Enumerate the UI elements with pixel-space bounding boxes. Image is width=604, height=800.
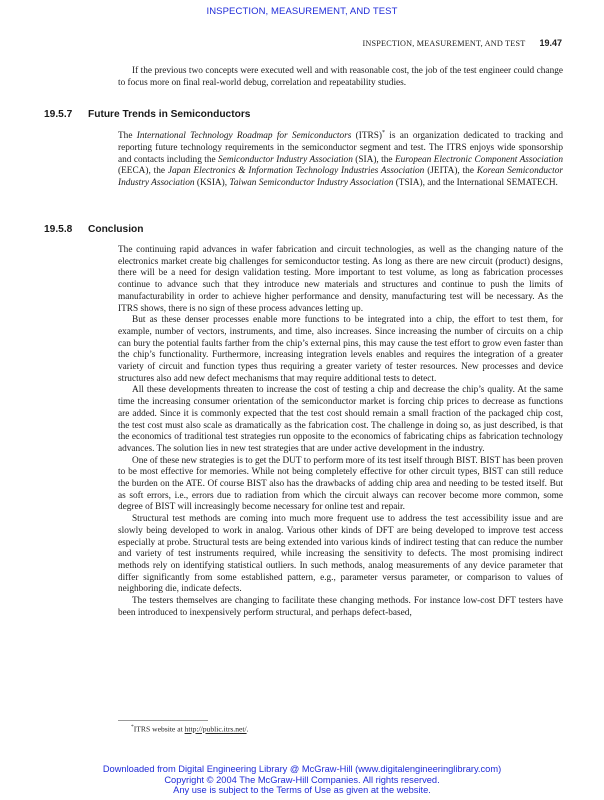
intro-block bbox=[118, 66, 563, 89]
top-banner: INSPECTION, MEASUREMENT, AND TEST bbox=[206, 6, 398, 17]
conclusion-paragraph-5: Structural test methods are coming into much more frequent use to address the test accessibility issue and are slowly being developed to work in analog. Various other kinds of DFT are being developed to improve test access especially at probe. Structural tests are being extended into various kinds of indirect testing that can reduce the number and variety of test instruments required, while increasing the sensitivity to defects. The most promising indirect methods rely on identifying statistical outliers. In such methods, analog measurements of any device parameter that differ significantly from some established pattern, e.g., parameter versus parameter, or comparison to values of neighboring die, indicate defects. bbox=[118, 514, 563, 595]
section-conclusion-body bbox=[118, 245, 563, 620]
footnote-marker[interactable]: * bbox=[381, 130, 385, 136]
footnote-divider bbox=[118, 720, 208, 721]
conclusion-paragraph-2: But as these denser processes enable more functions to be integrated into a chip, the effort to test them, for example, number of vectors, instruments, and time, also increases. Since increasing the number of circuits on a chip can bury the potential faults farther from the chip’s external pins, this may cause the test effort to grow even faster than the chip’s functionality. Furthermore, increasing integration levels enables and requires the integration of a greater variety of circuit and function types thus requiring a greater variety of tester resources. New processes and device structures also add new defect mechanisms that may require additional tests to detect. bbox=[118, 315, 563, 384]
footnote: *ITRS website at http://public.itrs.net/. bbox=[131, 724, 249, 734]
footnote-mark: * bbox=[131, 724, 134, 730]
running-head-title: INSPECTION, MEASUREMENT, AND TEST bbox=[362, 39, 526, 48]
download-footer bbox=[0, 764, 604, 796]
footer-line-terms: Any use is subject to the Terms of Use as given at the website. bbox=[173, 785, 431, 796]
footer-line-download[interactable]: Downloaded from Digital Engineering Library @ McGraw-Hill (www.digitalengineeringlibrary.com) bbox=[102, 764, 502, 774]
footer-line-copyright: Copyright © 2004 The McGraw-Hill Companies. All rights reserved. bbox=[164, 774, 440, 785]
section-number: 19.5.8 bbox=[44, 224, 73, 235]
conclusion-paragraph-3: All these developments threaten to increase the cost of testing a chip and decrease the chip’s quality. At the same time the increasing consumer orientation of the semiconductor market is forcing chip prices to decrease as functions are added. Since it is commonly expected that the test cost should remain a small fraction of the packaged chip cost, the test cost must also scale as dramatically as the fabrication cost. The challenge in doing so, as just described, is that the economics of traditional test strategies run opposite to the economics of fabricating chips as fabrication technology advances. The solution lies in new test strategies that are under active development in the industry. bbox=[118, 385, 563, 454]
footnote-link[interactable]: http://public.itrs.net/ bbox=[184, 724, 247, 734]
intro-paragraph: If the previous two concepts were executed well and with reasonable cost, the job of the test engineer could change to focus more on final real-world debug, correlation and repeatability studies. bbox=[118, 66, 563, 88]
conclusion-paragraph-1: The continuing rapid advances in wafer fabrication and circuit technologies, as well as the changing nature of the electronics market create big challenges for semiconductor testing. As long as there are new circuit (product) designs, there will be a need for design validation testing. More important to test volume, as long as fabrication processes continue to advance such that they introduce new materials and structures and continue to push the limits of manufacturability in order to achieve higher performance and density, manufacturing test will be necessary. As the ITRS shows, there is no sign of these process advances letting up. bbox=[118, 245, 563, 314]
section-title: Future Trends in Semiconductors bbox=[88, 109, 251, 120]
running-head bbox=[362, 38, 562, 48]
section-number: 19.5.7 bbox=[44, 109, 73, 120]
section-future-trends-body bbox=[118, 128, 563, 190]
conclusion-paragraph-6: The testers themselves are changing to facilitate these changing methods. For instance low-cost DFT testers have been introduced to inexpensively perform structural, and perhaps defect-based, bbox=[118, 596, 563, 618]
section-heading-future-trends bbox=[44, 109, 250, 120]
section-title: Conclusion bbox=[88, 224, 144, 235]
page-number: 19.47 bbox=[539, 38, 562, 48]
conclusion-paragraph-4: One of these new strategies is to get the DUT to perform more of its test itself through BIST. BIST has been proven to be most effective for memories. While not being completely effective for other circuit types, BIST can still reduce the burden on the ATE. Of course BIST also has the drawbacks of adding chip area and needing to be tested itself. But as soft errors, i.e., errors due to radiation from which the circuit always can recover become more common, some degree of BIST will increasingly become necessary for online test and repair. bbox=[118, 455, 563, 513]
section-heading-conclusion bbox=[44, 224, 143, 235]
itrs-paragraph: The International Technology Roadmap for Semiconductors (ITRS)* is an organization dedicated to tracking and reporting future technology requirements in the semiconductor segment and test. The ITRS enjoys wide sponsorship and contacts including the Semiconductor Industry Association (SIA), the European Electronic Component Association (EECA), the Japan Electronics & Information Technology Industries Association (JEITA), the Korean Semiconductor Industry Association (KSIA), Taiwan Semiconductor Industry Association (TSIA), and the International SEMATECH. bbox=[118, 130, 564, 188]
